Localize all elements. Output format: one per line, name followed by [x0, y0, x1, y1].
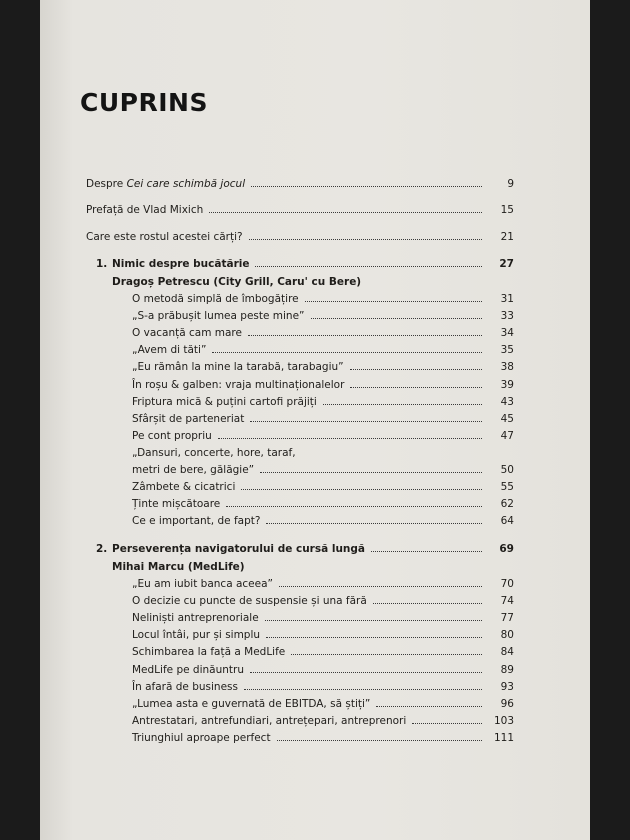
- toc-page-number: 62: [500, 498, 514, 511]
- toc-entry: [132, 411, 514, 428]
- chapter-number: 2.: [96, 543, 108, 555]
- toc-page-number: 43: [500, 395, 514, 408]
- toc-entry: [132, 679, 514, 696]
- toc-entry: [132, 610, 514, 627]
- dot-leader: [291, 645, 482, 655]
- toc-page-number: 84: [500, 646, 514, 659]
- toc-page-number: 38: [500, 361, 514, 374]
- toc-entry: [132, 479, 514, 496]
- dot-leader: [241, 480, 482, 490]
- toc-page-number: 111: [493, 731, 514, 744]
- toc-page-number: 89: [500, 663, 514, 676]
- toc-entry: [132, 696, 514, 713]
- dot-leader: [244, 680, 482, 690]
- toc-entry-text: „Eu am iubit banca aceea”: [132, 578, 273, 590]
- toc-entry: [132, 291, 514, 308]
- chapter-author: Mihai Marcu (MedLife): [112, 561, 245, 573]
- toc-page-number: 15: [500, 204, 514, 216]
- chapter-heading: [96, 256, 514, 273]
- toc-page-number: 74: [500, 595, 514, 608]
- dot-leader: [266, 514, 482, 524]
- dot-leader: [265, 611, 482, 621]
- toc-entry: [132, 325, 514, 342]
- toc-entry: [132, 730, 514, 747]
- dot-leader: [323, 395, 482, 405]
- toc-entry-text: În roșu & galben: vraja multinaționalelor: [132, 378, 345, 391]
- toc-entry-line1: „Dansuri, concerte, hore, taraf,: [132, 447, 296, 459]
- dot-leader: [218, 429, 482, 439]
- dot-leader: [277, 731, 482, 741]
- dot-leader: [249, 230, 482, 240]
- toc-entry: [132, 308, 514, 325]
- dot-leader: [212, 343, 482, 353]
- toc-entry-text: Neliniști antreprenoriale: [132, 612, 259, 625]
- dot-leader: [311, 309, 483, 319]
- chapter-number: 1.: [96, 258, 108, 270]
- toc-page-number: 21: [500, 231, 514, 243]
- toc-entry: [132, 513, 514, 530]
- toc-page-number: 55: [500, 481, 514, 493]
- dot-leader: [350, 378, 482, 388]
- toc-entry-text: Schimbarea la față a MedLife: [132, 646, 286, 659]
- toc-page-number: 69: [499, 543, 514, 555]
- toc-entry-text: Prefață de Vlad Mixich: [86, 204, 204, 216]
- toc-entry: [86, 229, 514, 246]
- toc-entry-text: „Lumea asta e guvernată de EBITDA, să știți”: [132, 697, 371, 710]
- toc-entry-text: metri de bere, gălăgie”: [132, 464, 255, 476]
- dot-leader: [371, 542, 482, 552]
- toc-entry-text: O metodă simplă de îmbogățire: [132, 293, 299, 305]
- dot-leader: [260, 463, 482, 473]
- toc-entry-text: MedLife pe dinăuntru: [132, 663, 244, 676]
- toc-page-number: 34: [500, 327, 514, 340]
- toc-page-number: 50: [500, 464, 514, 476]
- toc-page-number: 64: [500, 515, 514, 528]
- toc-page-number: 31: [500, 293, 514, 305]
- dot-leader: [248, 326, 482, 336]
- chapter-heading: [96, 541, 514, 558]
- toc-entry-text: Locul întâi, pur și simplu: [132, 629, 261, 642]
- dot-leader: [226, 497, 482, 507]
- chapter-author: Dragoș Petrescu (City Grill, Caru' cu Bere): [112, 276, 362, 288]
- dot-leader: [279, 577, 482, 587]
- toc-page-number: 35: [500, 344, 514, 357]
- dot-leader: [305, 292, 482, 302]
- dot-leader: [255, 257, 482, 267]
- dot-leader: [350, 360, 482, 370]
- toc-entry-text: Care este rostul acestei cărți?: [86, 231, 243, 243]
- dot-leader: [373, 594, 482, 604]
- toc-entry-text: „Avem di tăti”: [132, 344, 207, 357]
- toc-entry-italic: Cei care schimbă jocul: [126, 178, 246, 190]
- toc-page-number: 93: [500, 680, 514, 693]
- toc-page-number: 9: [507, 178, 514, 190]
- dot-leader: [266, 628, 482, 638]
- dot-leader: [376, 697, 482, 707]
- toc-entry: [132, 359, 514, 376]
- toc-entry: [86, 176, 514, 193]
- dot-leader: [209, 203, 482, 213]
- toc-entry-text: „Eu rămân la mine la tarabă, tarabagiu”: [132, 361, 344, 374]
- chapter-title: Perseverența navigatorului de cursă lungă: [112, 543, 365, 555]
- toc-entry: [132, 428, 514, 445]
- toc-entry: [132, 593, 514, 610]
- dot-leader: [251, 177, 482, 187]
- dot-leader: [250, 663, 482, 673]
- toc-entry: [132, 713, 514, 730]
- toc-page-number: 33: [500, 310, 514, 323]
- toc-entry-text: „S-a prăbușit lumea peste mine”: [132, 310, 305, 323]
- toc-entry: [132, 576, 514, 593]
- toc-page-number: 45: [500, 412, 514, 425]
- toc-entry: [132, 342, 514, 359]
- toc-entry-text: Friptura mică & puțini cartofi prăjiți: [132, 395, 317, 408]
- toc-page-number: 96: [500, 697, 514, 710]
- toc-entry-text: Sfârșit de parteneriat: [132, 412, 245, 425]
- page-title: CUPRINS: [80, 88, 208, 117]
- toc-entry: [132, 377, 514, 394]
- dot-leader: [250, 412, 482, 422]
- toc-page-number: 77: [500, 612, 514, 625]
- toc-entry: [86, 202, 514, 219]
- toc-entry: [132, 627, 514, 644]
- toc-entry: [132, 496, 514, 513]
- dot-leader: [412, 714, 482, 724]
- toc-entry-text: În afară de business: [132, 680, 238, 693]
- toc-page-number: 103: [493, 714, 514, 727]
- toc-entry: [132, 462, 514, 479]
- toc-entry: [132, 394, 514, 411]
- toc-page-number: 47: [500, 429, 514, 442]
- toc-entry-text: Zâmbete & cicatrici: [132, 481, 236, 493]
- chapter-title: Nimic despre bucătărie: [112, 258, 250, 270]
- toc-entry-text: O decizie cu puncte de suspensie și una fără: [132, 595, 367, 608]
- toc-entry: [132, 644, 514, 661]
- toc-entry-text: Ce e important, de fapt?: [132, 515, 261, 528]
- toc-page-number: 27: [499, 258, 514, 270]
- toc-entry-text: O vacanță cam mare: [132, 327, 242, 340]
- toc-entry-prefix: Despre: [86, 178, 127, 190]
- book-page: [40, 0, 590, 840]
- toc-page-number: 80: [500, 629, 514, 642]
- toc-entry: [132, 662, 514, 679]
- toc-page-number: 70: [500, 578, 514, 590]
- toc-entry-text: Antrestatari, antrefundiari, antrețepari, antreprenori: [132, 714, 407, 727]
- toc-entry-text: Pe cont propriu: [132, 429, 212, 442]
- toc-page-number: 39: [500, 378, 514, 391]
- toc-entry-text: Triunghiul aproape perfect: [132, 731, 271, 744]
- toc-entry-text: Ținte mișcătoare: [132, 498, 221, 511]
